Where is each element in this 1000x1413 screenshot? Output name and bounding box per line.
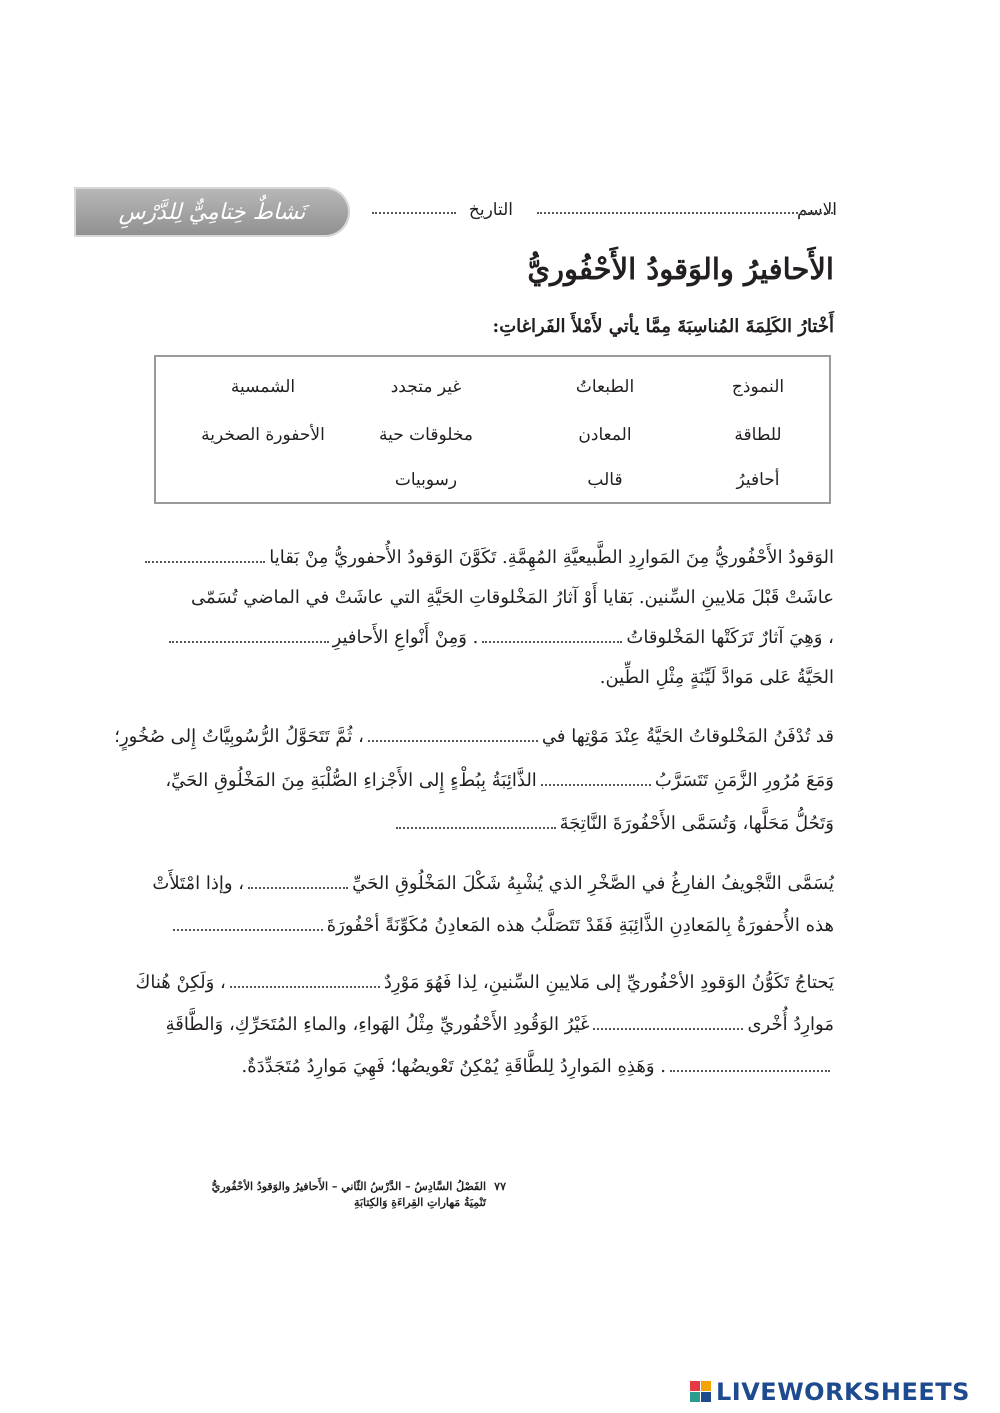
word-bank-item: النموذج: [731, 377, 785, 397]
date-label: التاريخ: [468, 200, 513, 220]
word-bank-item: أحافيرُ: [736, 470, 780, 490]
blank-1[interactable]: [145, 557, 265, 563]
name-label: الاسم: [797, 200, 837, 220]
p4-line3: [242, 1056, 834, 1077]
blank-4[interactable]: [368, 736, 538, 742]
word-bank-item: قالب: [587, 470, 623, 490]
word-bank-item: الأحفورة الصخرية: [201, 425, 325, 445]
p3-line1: [152, 873, 834, 894]
text: ، وإذا امْتَلأَتْ: [152, 873, 245, 894]
text: وَمَعَ مُرُورِ الزَّمَنِ تَتَسَرَّبُ: [654, 770, 834, 791]
text: . وَمِنْ أَنْواعِ الأَحافيرِ: [332, 627, 479, 648]
blank-11[interactable]: [670, 1066, 830, 1072]
p4-line1: [136, 972, 834, 993]
date-field[interactable]: [372, 212, 456, 214]
text: ، وَهِيَ آثارٌ تَرَكَتْها المَخْلوقاتُ: [626, 627, 834, 648]
word-bank: [154, 355, 831, 504]
blank-3[interactable]: [169, 637, 329, 643]
text: الحَيَّةُ عَلى مَوادَّ لَيِّنَةٍ مِثْلِ الطِّين.: [599, 667, 834, 688]
text: الوَقودُ الأَحْفُوريُّ مِنَ المَوارِدِ الطَّبيعيَّةِ المُهِمَّةِ. تَكَوَّنَ الوَقودُ الأُحفوريُّ مِنْ بَقايا: [269, 547, 834, 568]
p2-line3: [392, 813, 834, 834]
word-bank-item: المعادن: [578, 425, 632, 445]
blank-7[interactable]: [248, 883, 348, 889]
text: يَحتاجُ تَكَوُّنُ الوَقودِ الأحْفُوريِّ إلى مَلايينِ السِّنينِ، لِذا فَهُوَ مَوْرِدٌ: [383, 972, 834, 993]
p1-line2: [191, 587, 834, 608]
p1-line4: [600, 667, 834, 688]
activity-tab: نَشاطٌ خِتامِيٌّ لِلدَّرْسِ: [74, 187, 350, 237]
text: هذه الأُحفورَةُ بِالمَعادِنِ الذَّائِبَةِ فَقَدْ تَتَصَلَّبُ هذه المَعادِنُ مُكَوِّنَةً أحْفُورَةَ: [326, 915, 834, 936]
text: وَتَحُلُّ مَحَلَّها، وَتُسَمَّى الأَحْفُورَةَ النَّاتِجَةَ: [559, 813, 834, 834]
word-bank-item: مخلوقات حية: [379, 425, 473, 445]
text: يُسَمَّى التَّجْويفُ الفارِغُ في الصَّخْرِ الذي يُشْبِهُ شَكْلَ المَخْلُوقِ الحَيِّ: [352, 873, 834, 894]
p2-line1: [114, 726, 834, 747]
text: . وَهَذِهِ المَوارِدُ لِلطَّاقَةِ يُمْكِنُ تَعْويضُها؛ فَهِيَ مَوارِدُ مُتَجَدِّدَةٌ.: [241, 1056, 666, 1077]
word-bank-item: رسوبيات: [394, 470, 458, 490]
word-bank-item: للطاقة: [734, 425, 782, 445]
blank-6[interactable]: [396, 823, 556, 829]
text: ، وَلَكِنْ هُناكَ: [135, 972, 226, 993]
p3-line2: [169, 915, 834, 936]
text: ، ثُمَّ تَتَحَوَّلُ الرُّسُوبِيَّاتُ إِلى صُخُورٍ؛: [114, 726, 364, 747]
blank-5[interactable]: [541, 780, 651, 786]
p1-line1: [141, 547, 834, 568]
blank-9[interactable]: [230, 982, 380, 988]
liveworksheets-text: LIVEWORKSHEETS: [716, 1378, 970, 1406]
instruction: أَخْتارُ الكَلِمَةَ المُناسِبَةَ مِمَّا يأتي لأَمْلأَ الفَراغاتِ:: [492, 316, 834, 337]
word-bank-item: الشمسية: [230, 377, 296, 397]
footer-chapter: الفَصْلُ السَّادِسُ – الدَّرْسُ الثّاني – الأَحافيرُ والوَقودُ الأحْفُوريُّ: [211, 1180, 486, 1193]
word-bank-item: الطبعاتُ: [575, 377, 635, 397]
blank-2[interactable]: [482, 637, 622, 643]
p4-line2: [166, 1014, 834, 1035]
footer-subtitle: تَنْمِيَةُ مَهاراتِ القِراءَةِ وَالكِتابَةِ: [354, 1196, 486, 1209]
liveworksheets-logo: [690, 1378, 970, 1406]
text: غَيْرُ الوَقُودِ الأَحْفُوريِّ مِثْلُ الهَواءِ، والماءِ المُتَحَرِّكِ، وَالطَّاقَةِ: [165, 1014, 590, 1035]
p2-line2: [165, 770, 834, 791]
liveworksheets-icon: [690, 1381, 712, 1403]
lesson-title: الأَحافيرُ والوَقودُ الأَحْفُوريُّ: [527, 252, 834, 286]
word-bank-item: غير متجدد: [390, 377, 462, 397]
blank-8[interactable]: [173, 925, 323, 931]
text: قد تُدْفَنُ المَخْلوقاتُ الحَيَّةُ عِنْدَ مَوْتِها في: [541, 726, 834, 747]
text: مَوارِدُ أُخْرى: [747, 1014, 834, 1035]
name-field[interactable]: [537, 212, 833, 214]
text: الذَّائِبَةُ بِبُطْءٍ إِلى الأَجْزاءِ الصُّلْبَةِ مِنَ المَخْلُوقِ الحَيِّ،: [165, 770, 537, 791]
text: عاشَتْ قَبْلَ مَلايينِ السِّنين. بَقايا أَوْ آثارُ المَخْلوقاتِ الحَيَّةِ التي عاشَتْ في الماضي تُسَمّى: [191, 587, 834, 608]
page-number: ٧٧: [494, 1180, 506, 1193]
blank-10[interactable]: [593, 1024, 743, 1030]
p1-line3: [165, 627, 834, 648]
